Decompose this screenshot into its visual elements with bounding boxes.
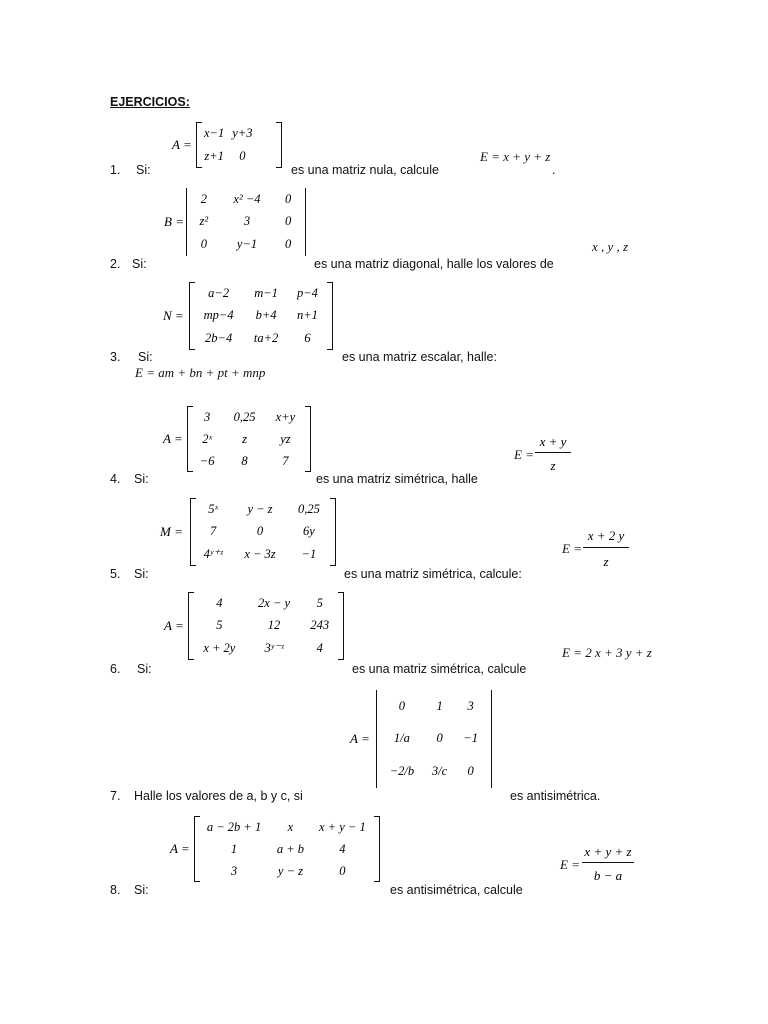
formula-lhs: E =	[562, 541, 582, 556]
matrix-cell: y − z	[277, 863, 303, 878]
matrix-cell: x+y	[275, 409, 296, 424]
statement-text: es una matriz escalar, halle:	[342, 350, 497, 364]
item-number: 5.	[110, 567, 121, 581]
matrix-m-ex5	[160, 498, 336, 566]
matrix-cell: 1	[230, 841, 238, 856]
matrix-cell: 4	[216, 595, 223, 610]
fraction-numerator: x + y + z	[584, 844, 632, 859]
matrix-cell: 3	[467, 698, 474, 713]
matrix-cell: x² −4	[233, 191, 261, 206]
matrix-cell: 5	[316, 595, 323, 610]
matrix-cell: 243	[310, 617, 330, 632]
matrix-cell: 3	[243, 214, 251, 229]
item-number: 2.	[110, 257, 121, 271]
item-number: 1.	[110, 163, 121, 177]
matrix-cell: x − 3z	[244, 546, 276, 561]
matrix-cell: 2ˣ	[202, 431, 213, 446]
matrix-cell: y − z	[247, 501, 273, 516]
matrix-cell: p−4	[297, 285, 318, 300]
item-number: 8.	[110, 883, 121, 897]
period: .	[552, 163, 556, 177]
matrix-cell: −2/b	[389, 764, 415, 779]
matrix-cell: 0,25	[297, 501, 320, 516]
matrix-label: A =	[163, 431, 183, 446]
matrix-cell: 0	[467, 764, 474, 779]
fraction-numerator: x + y	[539, 434, 567, 449]
formula: E = am + bn + pt + mnp	[135, 365, 266, 380]
matrix-cell: 7	[282, 453, 289, 468]
si-label: Si:	[134, 472, 149, 486]
matrix-cell: x−1	[204, 126, 225, 140]
matrix-a-ex1	[172, 122, 282, 168]
matrix-cell: 3	[230, 863, 238, 878]
si-label: Si:	[137, 662, 152, 676]
matrix-cell: 2b−4	[205, 331, 233, 346]
matrix-cell: x + y − 1	[319, 819, 366, 834]
matrix-cell: x + 2y	[203, 640, 236, 655]
variables: x , y , z	[592, 239, 629, 254]
matrix-cell: a + b	[276, 841, 304, 856]
matrix-cell: −1	[301, 546, 317, 561]
matrix-cell: 0	[284, 214, 292, 229]
matrix-cell: −6	[199, 453, 215, 468]
matrix-cell: 0	[239, 149, 246, 163]
matrix-cell: 0	[339, 863, 346, 878]
matrix-cell: 1	[436, 698, 443, 713]
si-label: Si:	[132, 257, 147, 271]
statement-text-end: es antisimétrica.	[510, 789, 601, 803]
matrix-cell: 5ˣ	[208, 501, 218, 516]
fraction-denominator: z	[603, 554, 609, 569]
matrix-cell: 2	[200, 191, 207, 206]
matrix-cell: 0,25	[233, 409, 256, 424]
formula-lhs: E =	[560, 857, 580, 872]
matrix-label: N =	[163, 308, 184, 323]
matrix-cell: z+1	[204, 149, 224, 163]
matrix-cell: 3ʸ⁻ᶻ	[264, 641, 284, 656]
matrix-label: M =	[160, 524, 183, 539]
matrix-a-ex4	[163, 406, 311, 472]
matrix-cell: 7	[209, 523, 217, 538]
statement-text: es una matriz nula, calcule	[291, 163, 439, 177]
matrix-cell: 2x − y	[258, 595, 291, 610]
matrix-cell: 6y	[302, 523, 315, 538]
page-title: EJERCICIOS:	[110, 95, 190, 109]
statement-text: Halle los valores de a, b y c, si	[134, 789, 303, 803]
matrix-cell: 4	[316, 640, 323, 655]
matrix-cell: m−1	[254, 285, 278, 300]
matrix-b-ex2	[164, 188, 306, 256]
matrix-cell: ta+2	[253, 331, 279, 346]
matrix-cell: n+1	[297, 308, 318, 323]
matrix-label: B =	[164, 214, 184, 229]
statement-text: es una matriz diagonal, halle los valores de	[314, 257, 554, 271]
matrix-cell: 4ʸ⁺ᶻ	[203, 547, 223, 562]
fraction	[535, 434, 571, 474]
matrix-cell: z	[242, 431, 247, 446]
fraction-denominator: z	[550, 458, 556, 473]
si-label: Si:	[134, 883, 149, 897]
matrix-cell: 0	[200, 237, 207, 252]
item-number: 6.	[110, 662, 121, 676]
fraction-numerator: x + 2 y	[587, 528, 625, 543]
matrix-cell: 6	[304, 331, 311, 346]
statement-text: es una matriz simétrica, calcule	[352, 662, 527, 676]
statement-text: es una matriz simétrica, calcule:	[344, 567, 522, 581]
item-number: 7.	[110, 789, 121, 803]
matrix-a-ex8	[170, 816, 380, 882]
matrix-cell: y−1	[236, 237, 258, 252]
fraction	[583, 528, 629, 570]
matrix-cell: 3	[204, 409, 211, 424]
matrix-cell: 5	[216, 617, 223, 632]
fraction-denominator: b − a	[593, 868, 623, 883]
matrix-n-ex3	[163, 282, 333, 350]
matrix-cell: z²	[199, 214, 209, 229]
matrix-cell: 4	[339, 841, 346, 856]
matrix-cell: x	[287, 819, 294, 834]
matrix-cell: 0	[256, 523, 264, 538]
item-number: 4.	[110, 472, 121, 486]
formula: E = 2 x + 3 y + z	[562, 645, 652, 660]
matrix-cell: y+3	[232, 126, 253, 140]
matrix-cell: b+4	[255, 308, 277, 323]
matrix-cell: 3/c	[431, 764, 448, 779]
matrix-cell: 12	[267, 617, 281, 632]
matrix-label: A =	[170, 841, 190, 856]
si-label: Si:	[136, 163, 151, 177]
statement-text: es una matriz simétrica, halle	[316, 472, 478, 486]
matrix-cell: 8	[241, 453, 248, 468]
si-label: Si:	[138, 350, 153, 364]
matrix-label: A =	[350, 731, 370, 746]
matrix-cell: 1/a	[393, 731, 410, 746]
matrix-a-ex6	[164, 592, 344, 660]
matrix-cell: 0	[284, 191, 292, 206]
formula-lhs: E =	[514, 447, 534, 462]
matrix-cell: −1	[463, 731, 478, 746]
matrix-a-ex7	[350, 690, 492, 788]
item-number: 3.	[110, 350, 121, 364]
matrix-cell: 0	[436, 731, 443, 746]
matrix-cell: 0	[284, 237, 292, 252]
matrix-cell: a − 2b + 1	[206, 819, 262, 834]
fraction	[582, 844, 634, 886]
statement-text: es antisimétrica, calcule	[390, 883, 523, 897]
matrix-cell: mp−4	[203, 308, 234, 323]
matrix-cell: a−2	[208, 285, 230, 300]
si-label: Si:	[134, 567, 149, 581]
matrix-label: A =	[164, 618, 184, 633]
matrix-cell: yz	[280, 431, 291, 446]
matrix-label: A =	[172, 137, 192, 152]
matrix-cell: 0	[398, 698, 406, 713]
formula: E = x + y + z	[480, 149, 551, 164]
